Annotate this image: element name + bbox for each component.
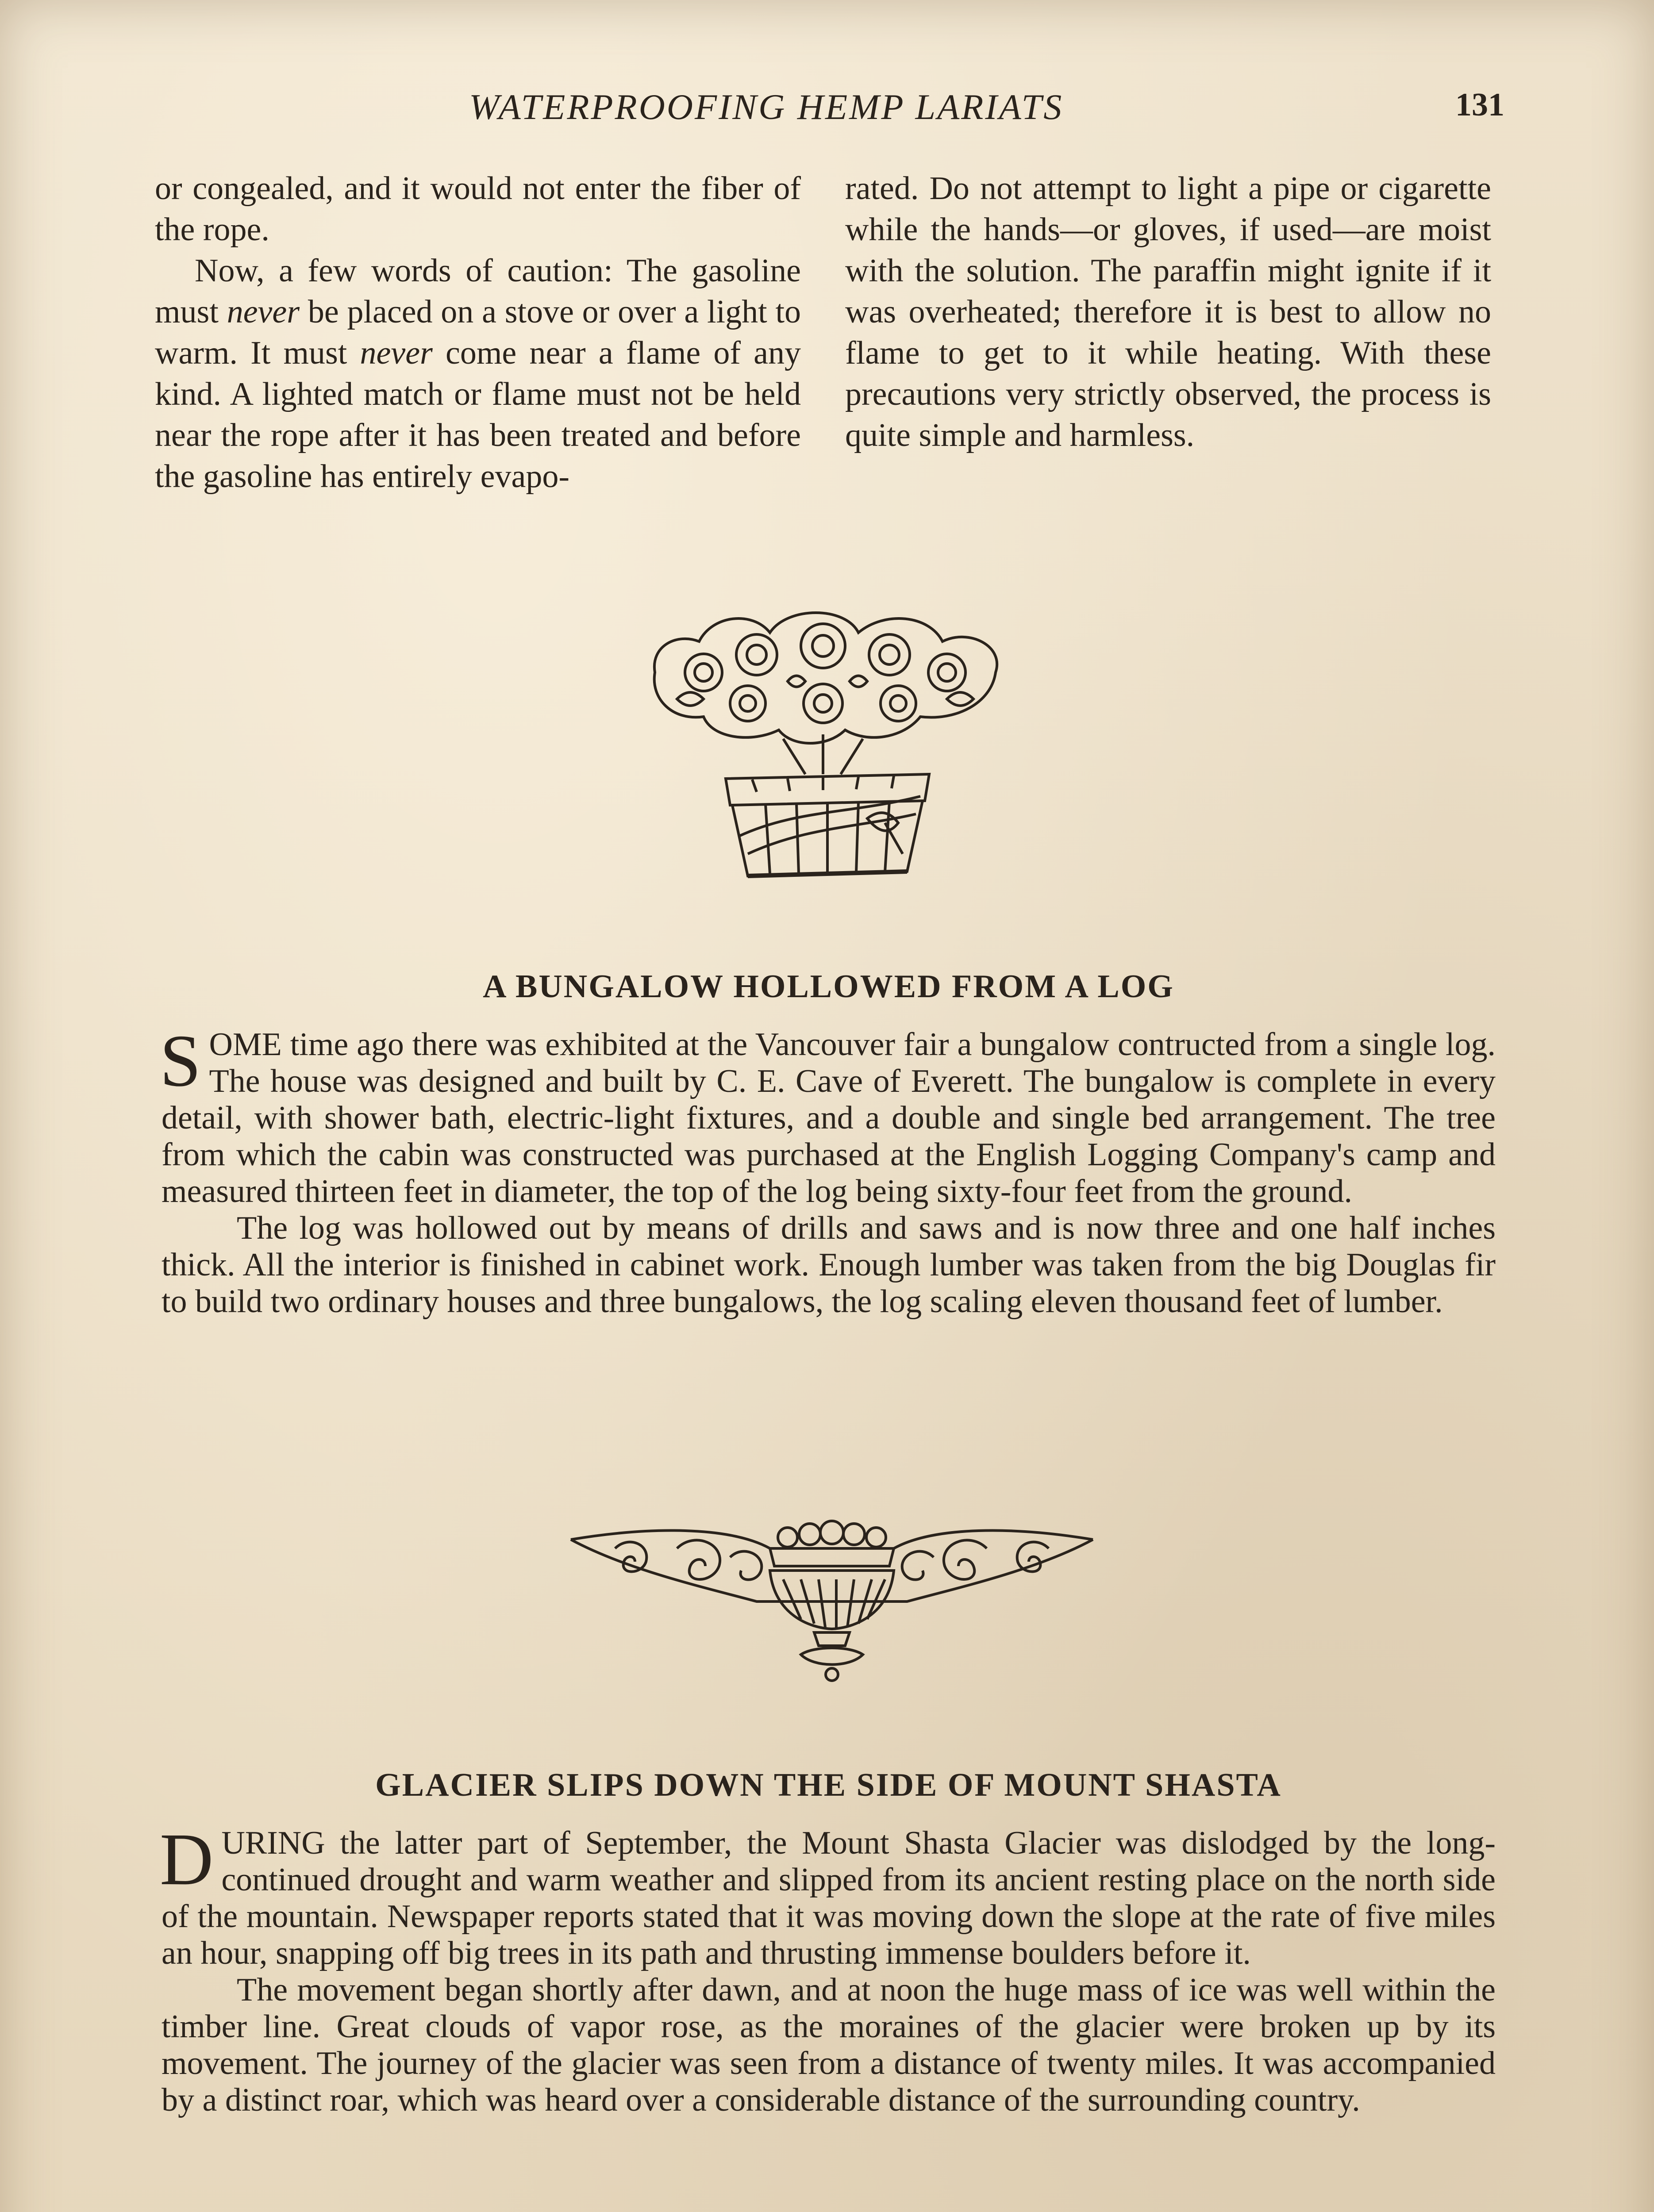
column-left (155, 168, 801, 497)
drop-cap: D (160, 1818, 214, 1901)
running-head (150, 86, 1504, 135)
article-paragraph: SOME time ago there was exhibited at the Vancouver fair a bungalow contructed from a single log. The house was designed and built by C. E. Cave of Everett. The bungalow is complete in every detail, with shower bath, electric-light fixtures, and a double and single bed arrangement. The tree from which the cabin was constructed was purchased at the English Logging Company's camp and measured thirteen feet in diameter, the top of the log being sixty-four feet from the ground. (160, 1020, 1496, 1210)
article-paragraph: The log was hollowed out by means of drills and saws and is now three and one half inches thick. All the interior is finished in cabinet work. Enough lumber was taken from the big Douglas fir to build two ordinary houses and three bungalows, the log scaling eleven thousand feet of lumber. (162, 1210, 1496, 1320)
continued-article (155, 168, 1500, 540)
article-headline: GLACIER SLIPS DOWN THE SIDE OF MOUNT SHASTA (375, 1767, 1282, 1803)
article-paragraph: The movement began shortly after dawn, and at noon the huge mass of ice was well within the timber line. Great clouds of vapor rose, as the moraines of the glacier were broken up by its movement. The journey of the glacier was seen from a distance of twenty miles. It was accompanied by a distinct roar, which was heard over a considerable distance of the surrounding country. (162, 1972, 1496, 2118)
drop-cap: S (160, 1020, 201, 1102)
article-headline: A BUNGALOW HOLLOWED FROM A LOG (483, 968, 1174, 1005)
scroll-urn-ornament (562, 1500, 1102, 1686)
article-paragraph: DURING the latter part of September, the Mount Shasta Glacier was dislodged by the long-continued drought and warm weather and slipped from its ancient resting place on the north side of the mountain. Newspaper reports stated that it was moving down the slope at the rate of five miles an hour, snapping off big trees in its path and thrusting immense boulders before it. (160, 1818, 1496, 1971)
paragraph: rated. Do not attempt to light a pipe or cigarette while the hands—or gloves, if used—are moist with the solution. The paraffin might ignite if it was overheated; therefore it is best to allow no flame to get to it while heating. With these precautions very strictly observed, the process is quite simple and harmless. (845, 170, 1491, 453)
running-title: WATERPROOFING HEMP LARIATS (469, 87, 1064, 127)
caution-paragraph: Now, a few words of caution: The gasoline must never be placed on a stove or over a light to warm. It must never come near a flame of any kind. A lighted match or flame must not be held near the rope after it has been treated and before the gasoline has entirely evapo- (155, 253, 801, 495)
emphasis-never: never (360, 335, 433, 371)
flower-basket-ornament (637, 606, 1018, 894)
page-number: 131 (1455, 87, 1504, 123)
paragraph: or congealed, and it would not enter the fiber of the rope. (155, 170, 801, 248)
emphasis-never: never (227, 294, 300, 330)
article-glacier (162, 1763, 1496, 2119)
article-bungalow (162, 964, 1496, 1320)
column-right (845, 168, 1491, 456)
